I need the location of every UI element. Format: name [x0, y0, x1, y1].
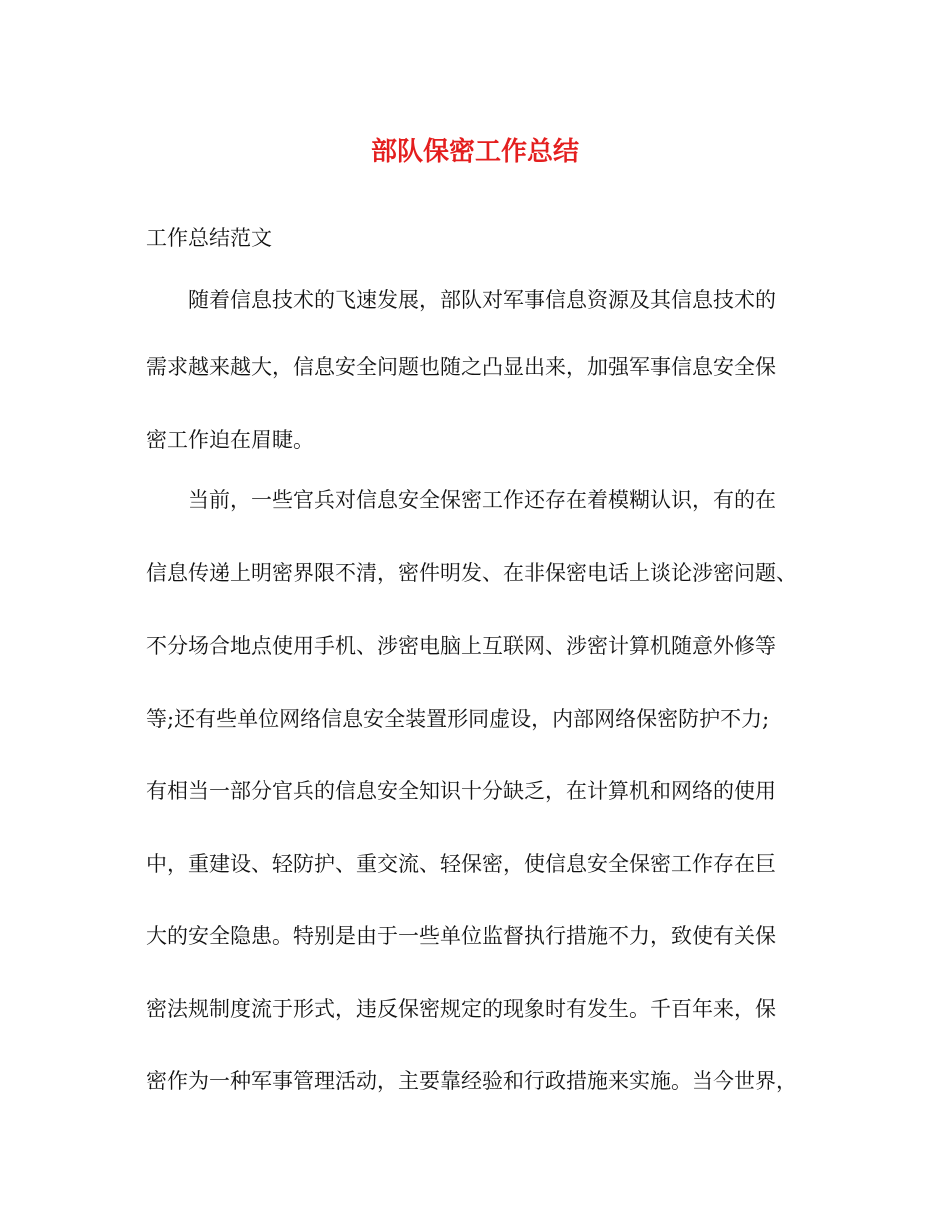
- paragraph-line: 有相当一部分官兵的信息安全知识十分缺乏，在计算机和网络的使用: [146, 779, 776, 803]
- paragraph-line: 大的安全隐患。特别是由于一些单位监督执行措施不力，致使有关保: [146, 924, 776, 948]
- paragraph-line: 密工作迫在眉睫。: [146, 428, 314, 452]
- paragraph-line: 不分场合地点使用手机、涉密电脑上互联网、涉密计算机随意外修等: [146, 634, 776, 658]
- paragraph-line: 信息传递上明密界限不清，密件明发、在非保密电话上谈论涉密问题、: [146, 561, 797, 585]
- paragraph-line: 等;还有些单位网络信息安全装置形同虚设，内部网络保密防护不力;: [146, 707, 770, 731]
- document-title: 部队保密工作总结: [370, 137, 579, 167]
- paragraph-line: 密作为一种军事管理活动，主要靠经验和行政措施来实施。当今世界，: [146, 1069, 797, 1093]
- paragraph-line: 需求越来越大，信息安全问题也随之凸显出来，加强军事信息安全保: [146, 355, 776, 379]
- paragraph-line: 当前，一些官兵对信息安全保密工作还存在着模糊认识，有的在: [188, 488, 776, 512]
- document-subtitle: 工作总结范文: [146, 226, 272, 250]
- paragraph-line: 中，重建设、轻防护、重交流、轻保密，使信息安全保密工作存在巨: [146, 852, 776, 876]
- paragraph-line: 密法规制度流于形式，违反保密规定的现象时有发生。千百年来，保: [146, 997, 776, 1021]
- paragraph-line: 随着信息技术的飞速发展，部队对军事信息资源及其信息技术的: [188, 288, 776, 312]
